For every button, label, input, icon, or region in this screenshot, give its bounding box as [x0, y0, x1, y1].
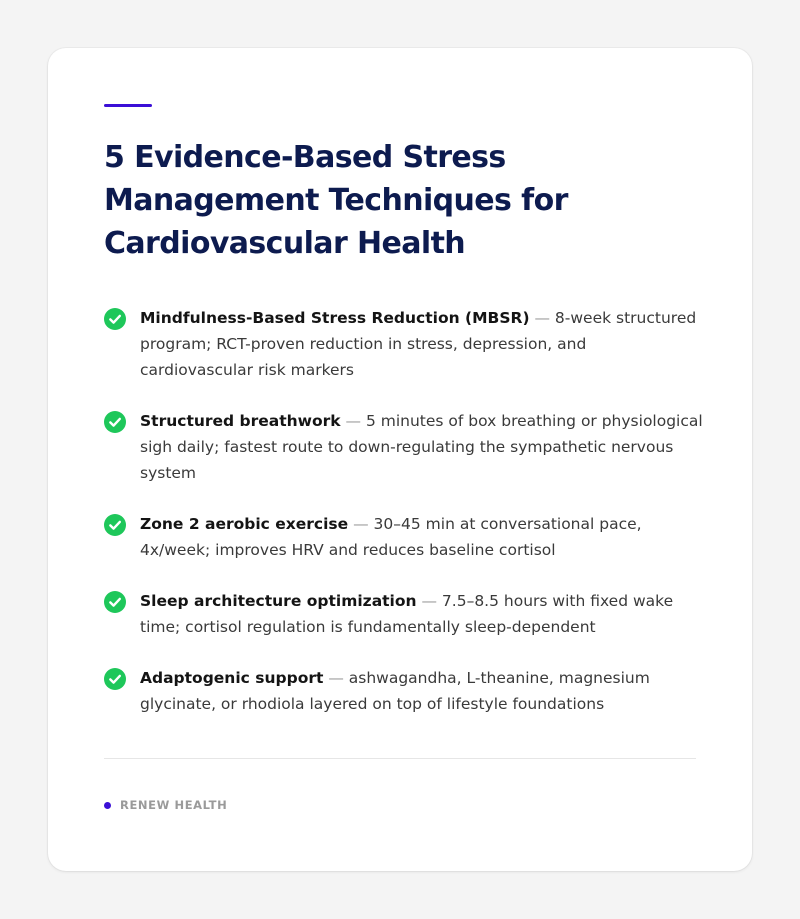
item-label: Mindfulness-Based Stress Reduction (MBSR) [140, 309, 530, 327]
item-separator: — [323, 669, 349, 687]
check-circle-icon [104, 411, 126, 433]
item-separator: — [348, 515, 374, 533]
item-label: Zone 2 aerobic exercise [140, 515, 349, 533]
check-circle-icon [104, 668, 126, 690]
content-card [48, 48, 752, 871]
list-item [104, 588, 704, 640]
technique-list [104, 305, 704, 742]
brand-dot-icon [104, 802, 111, 809]
footer-divider [104, 758, 696, 759]
brand-name: RENEW HEALTH [120, 798, 228, 812]
page-title: 5 Evidence-Based Stress Management Techniques for Cardiovascular Health [104, 140, 568, 261]
item-separator: — [416, 592, 442, 610]
list-item [104, 511, 704, 563]
check-circle-icon [104, 514, 126, 536]
item-label: Structured breathwork [140, 412, 341, 430]
item-separator: — [340, 412, 366, 430]
item-label: Adaptogenic support [140, 669, 324, 687]
item-description: 8-week structured program; RCT-proven reduction in stress, depression, and cardiovascular risk markers [140, 309, 697, 379]
check-circle-icon [104, 308, 126, 330]
brand-footer [104, 798, 227, 812]
item-description: 7.5–8.5 hours with fixed wake time; cortisol regulation is fundamentally sleep-dependent [140, 592, 674, 636]
item-description: 5 minutes of box breathing or physiological sigh daily; fastest route to down-regulating the sympathetic nervous system [140, 412, 703, 482]
item-description: 30–45 min at conversational pace, 4x/week; improves HRV and reduces baseline cortisol [140, 515, 642, 559]
item-description: ashwagandha, L-theanine, magnesium glycinate, or rhodiola layered on top of lifestyle foundations [140, 669, 650, 713]
check-circle-icon [104, 591, 126, 613]
item-separator: — [529, 309, 555, 327]
item-label: Sleep architecture optimization [140, 592, 417, 610]
list-item [104, 665, 704, 717]
list-item [104, 408, 704, 486]
list-item [104, 305, 704, 383]
accent-bar [104, 104, 152, 107]
